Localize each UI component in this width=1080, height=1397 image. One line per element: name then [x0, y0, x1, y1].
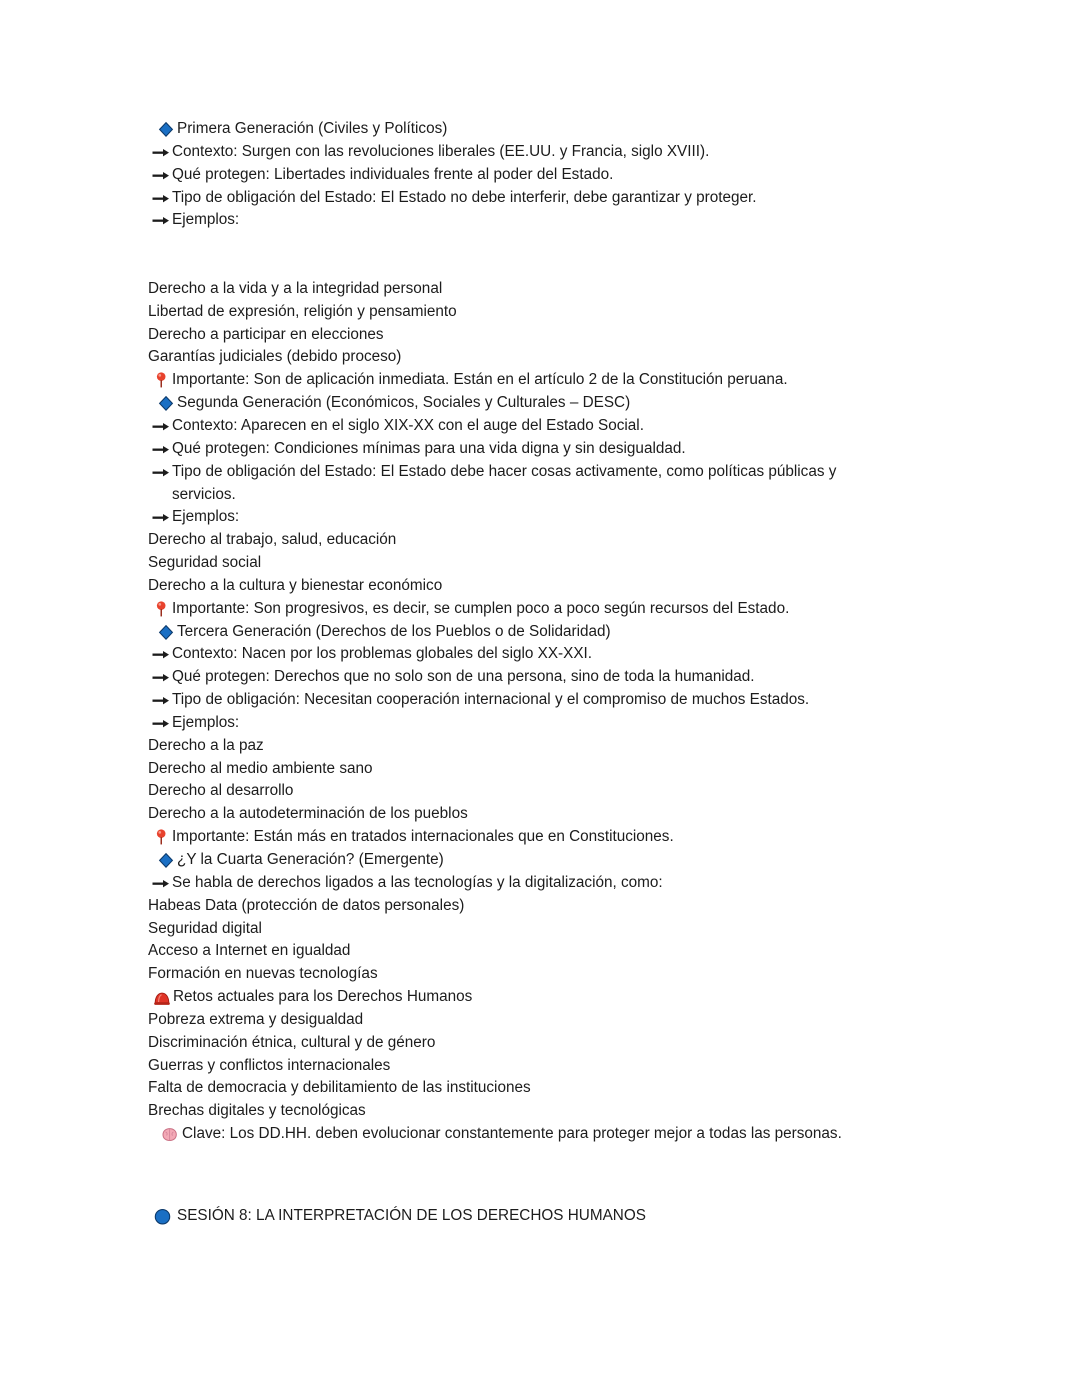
tercera-contexto-line	[148, 643, 865, 666]
list-item: Brechas digitales y tecnológicas	[148, 1102, 366, 1120]
right-arrow-icon	[150, 506, 172, 529]
heading-cuarta-generacion-label: ¿Y la Cuarta Generación? (Emergente)	[177, 851, 444, 868]
tercera-importante-text: Importante: Están más en tratados internacionales que en Constituciones.	[172, 828, 674, 846]
pushpin-icon	[152, 598, 172, 621]
cuarta-intro-line	[148, 872, 865, 895]
list-item: Formación en nuevas tecnologías	[148, 965, 378, 983]
primera-importante-text: Importante: Son de aplicación inmediata. Están en el artículo 2 de la Constitución peruana.	[172, 371, 788, 389]
tercera-obligacion-line	[148, 689, 865, 712]
list-item: Pobreza extrema y desigualdad	[148, 1010, 364, 1028]
right-arrow-icon	[150, 141, 172, 164]
right-arrow-icon	[150, 461, 172, 484]
segunda-importante-text: Importante: Son progresivos, es decir, se cumplen poco a poco según recursos del Estado.	[172, 599, 790, 617]
blue-diamond-icon	[155, 849, 177, 872]
siren-icon	[151, 986, 173, 1009]
pushpin-icon	[152, 826, 172, 849]
list-item: Habeas Data (protección de datos personales)	[148, 896, 465, 914]
primera-obligacion-text: Tipo de obligación del Estado: El Estado no debe interferir, debe garantizar y proteger.	[172, 188, 757, 206]
heading-segunda-generacion	[148, 392, 865, 415]
list-item: Derecho a la autodeterminación de los pueblos	[148, 805, 468, 823]
list-item: Derecho a participar en elecciones	[148, 325, 384, 343]
heading-primera-generacion-label: Primera Generación (Civiles y Políticos)	[177, 120, 448, 137]
list-item: Falta de democracia y debilitamiento de las instituciones	[148, 1079, 531, 1097]
document-body	[148, 118, 865, 1228]
list-item: Garantías judiciales (debido proceso)	[148, 348, 402, 366]
brain-icon	[159, 1123, 182, 1146]
segunda-importante-line	[148, 598, 865, 621]
segunda-obligacion-line	[148, 461, 865, 507]
list-item: Derecho al medio ambiente sano	[148, 759, 373, 777]
primera-contexto-line	[148, 141, 865, 164]
blue-diamond-icon	[155, 621, 177, 644]
tercera-ejemplos-label-line	[148, 712, 865, 735]
primera-obligacion-line	[148, 187, 865, 210]
right-arrow-icon	[150, 187, 172, 210]
right-arrow-icon	[150, 689, 172, 712]
tercera-contexto-text: Contexto: Nacen por los problemas globales del siglo XX-XXI.	[172, 645, 593, 663]
right-arrow-icon	[150, 872, 172, 895]
tercera-ejemplos-label: Ejemplos:	[172, 713, 240, 731]
right-arrow-icon	[150, 643, 172, 666]
list-item: Derecho a la vida y a la integridad personal	[148, 279, 443, 297]
primera-protegen-text: Qué protegen: Libertades individuales frente al poder del Estado.	[172, 165, 614, 183]
primera-ejemplos-label: Ejemplos:	[172, 211, 240, 229]
blank-line-spacer	[148, 1192, 865, 1205]
list-item: Guerras y conflictos internacionales	[148, 1056, 391, 1074]
list-item: Seguridad social	[148, 554, 262, 572]
right-arrow-icon	[150, 438, 172, 461]
heading-tercera-generacion-label: Tercera Generación (Derechos de los Pueblos o de Solidaridad)	[177, 622, 611, 640]
heading-sesion-8	[148, 1205, 865, 1228]
segunda-protegen-text: Qué protegen: Condiciones mínimas para una vida digna y sin desigualdad.	[172, 439, 686, 457]
blank-line-spacer	[148, 1146, 865, 1192]
right-arrow-icon	[150, 415, 172, 438]
primera-contexto-text: Contexto: Surgen con las revoluciones liberales (EE.UU. y Francia, siglo XVIII).	[172, 142, 710, 160]
right-arrow-icon	[150, 209, 172, 232]
primera-protegen-line	[148, 164, 865, 187]
right-arrow-icon	[150, 712, 172, 735]
right-arrow-icon	[150, 666, 172, 689]
pushpin-icon	[152, 369, 172, 392]
list-item: Derecho al desarrollo	[148, 782, 294, 800]
tercera-protegen-line	[148, 666, 865, 689]
primera-importante-line	[148, 369, 865, 392]
right-arrow-icon	[150, 164, 172, 187]
heading-tercera-generacion	[148, 621, 865, 644]
list-item: Derecho a la cultura y bienestar económico	[148, 576, 443, 594]
heading-retos-actuales-label: Retos actuales para los Derechos Humanos	[173, 988, 473, 1006]
list-item: Discriminación étnica, cultural y de género	[148, 1033, 436, 1051]
list-item: Seguridad digital	[148, 919, 262, 937]
segunda-protegen-line	[148, 438, 865, 461]
heading-retos-actuales	[148, 986, 865, 1009]
tercera-protegen-text: Qué protegen: Derechos que no solo son de una persona, sino de toda la humanidad.	[172, 668, 755, 686]
blue-diamond-icon	[155, 118, 177, 141]
list-item: Acceso a Internet en igualdad	[148, 942, 351, 960]
segunda-ejemplos-label: Ejemplos:	[172, 508, 240, 526]
retos-clave-text: Clave: Los DD.HH. deben evolucionar constantemente para proteger mejor a todas las personas.	[182, 1125, 842, 1143]
segunda-obligacion-text: Tipo de obligación del Estado: El Estado debe hacer cosas activamente, como políticas públicas y servicios.	[172, 462, 837, 503]
tercera-obligacion-text: Tipo de obligación: Necesitan cooperación internacional y el compromiso de muchos Estados.	[172, 691, 810, 709]
list-item: Derecho a la paz	[148, 736, 264, 754]
heading-cuarta-generacion	[148, 849, 865, 872]
segunda-ejemplos-label-line	[148, 506, 865, 529]
heading-sesion-8-label: SESIÓN 8: LA INTERPRETACIÓN DE LOS DERECHOS HUMANOS	[177, 1206, 646, 1224]
blank-line-spacer	[148, 232, 865, 278]
tercera-importante-line	[148, 826, 865, 849]
retos-clave-line	[148, 1123, 865, 1146]
blue-circle-icon	[152, 1205, 177, 1228]
primera-ejemplos-label-line	[148, 209, 865, 232]
segunda-contexto-line	[148, 415, 865, 438]
list-item: Derecho al trabajo, salud, educación	[148, 531, 397, 549]
segunda-contexto-text: Contexto: Aparecen en el siglo XIX-XX con el auge del Estado Social.	[172, 416, 644, 434]
list-item: Libertad de expresión, religión y pensamiento	[148, 302, 457, 320]
cuarta-intro-text: Se habla de derechos ligados a las tecnologías y la digitalización, como:	[172, 873, 663, 891]
heading-segunda-generacion-label: Segunda Generación (Económicos, Sociales y Culturales – DESC)	[177, 394, 631, 412]
blue-diamond-icon	[155, 392, 177, 415]
heading-primera-generacion	[148, 118, 865, 141]
